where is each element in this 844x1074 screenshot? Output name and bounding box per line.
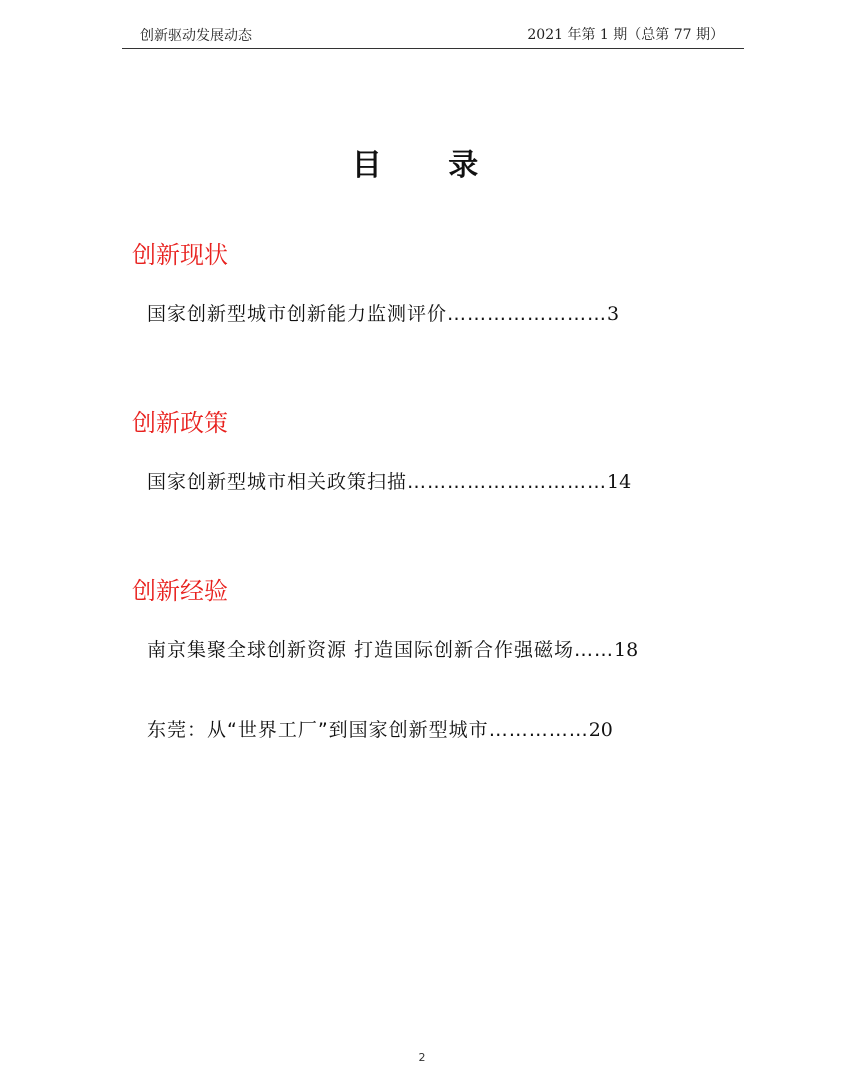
toc-entry-monitoring-evaluation[interactable] [147,299,619,326]
toc-entry-dongguan[interactable] [147,715,613,742]
section-heading-experience: 创新经验 [132,577,228,605]
toc-entry-nanjing[interactable] [147,635,638,662]
section-heading-policy: 创新政策 [132,409,228,437]
toc-page-number: 14 [607,471,632,493]
toc-entry-text: 国家创新型城市相关政策扫描 [147,471,408,493]
toc-page-number: 20 [588,719,613,741]
toc-entry-text: 国家创新型城市创新能力监测评价 [147,303,448,325]
publication-name: 创新驱动发展动态 [140,28,252,44]
page-number: 2 [418,1051,426,1064]
toc-leader-dots: …… [574,639,615,661]
toc-page-number: 18 [614,639,639,661]
section-heading-status: 创新现状 [132,241,228,269]
toc-entry-text: 东莞：从“世界工厂”到国家创新型城市 [147,719,489,741]
toc-leader-dots: …………… [488,719,589,741]
page-header [122,20,744,49]
toc-entry-policy-scan[interactable] [147,467,631,494]
toc-title: 目 录 [351,148,507,183]
toc-entry-text: 南京集聚全球创新资源 打造国际创新合作强磁场 [147,639,575,661]
toc-page-number: 3 [607,303,620,325]
toc-leader-dots: ………………………… [407,471,608,493]
toc-leader-dots: …………………… [447,303,608,325]
issue-number: 2021 年第 1 期（总第 77 期） [527,27,724,43]
